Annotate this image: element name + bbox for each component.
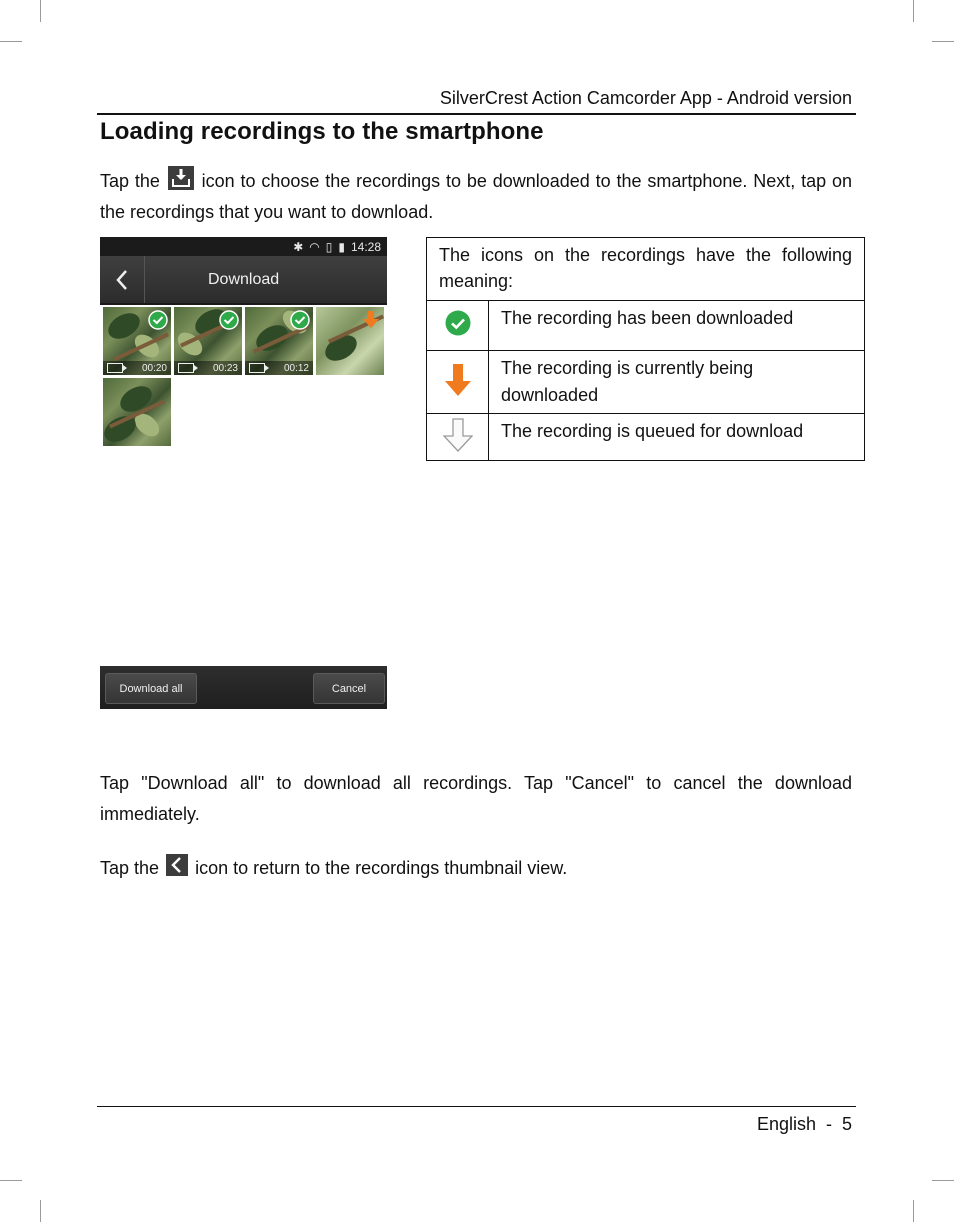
orange-down-arrow-icon (444, 363, 472, 397)
crop-mark (932, 1180, 954, 1181)
return-text-after: icon to return to the recordings thumbnail view. (195, 858, 568, 878)
icon-legend-table (426, 237, 865, 461)
recording-thumbnail[interactable] (103, 378, 171, 446)
download-all-paragraph: Tap "Download all" to download all recordings. Tap "Cancel" to cancel the download immediately. (100, 773, 852, 824)
section-title: Loading recordings to the smartphone (100, 118, 544, 145)
check-circle-icon (290, 310, 310, 330)
crop-mark (40, 0, 41, 22)
status-time: 14:28 (350, 239, 381, 254)
legend-description: The recording is queued for download (489, 414, 865, 461)
check-circle-icon (444, 309, 472, 337)
status-bar (100, 237, 387, 256)
video-camera-icon (249, 363, 265, 373)
legend-intro: The icons on the recordings have the following meaning: (427, 238, 865, 301)
crop-mark (913, 0, 914, 22)
recording-thumbnail[interactable] (316, 307, 384, 375)
crop-mark (40, 1200, 41, 1222)
crop-mark (0, 1180, 22, 1181)
cancel-button[interactable]: Cancel (313, 673, 385, 704)
orange-down-arrow-icon (361, 310, 381, 330)
intro-text-after: icon to choose the recordings to be downloaded to the smartphone. Next, tap on the recordings that you want to download. (100, 171, 852, 222)
check-circle-icon (148, 310, 168, 330)
legend-row (427, 301, 865, 351)
back-chevron-icon (115, 269, 129, 291)
running-header: SilverCrest Action Camcorder App - Android version (439, 88, 852, 108)
battery-icon: ▮ (338, 239, 345, 254)
video-camera-icon (178, 363, 194, 373)
phone-screenshot (100, 237, 387, 451)
recording-thumbnail[interactable] (103, 307, 171, 375)
download-all-button[interactable]: Download all (105, 673, 197, 704)
legend-description: The recording has been downloaded (489, 301, 865, 351)
download-tray-icon (168, 166, 194, 190)
recording-thumbnail[interactable] (174, 307, 242, 375)
back-button[interactable] (100, 256, 145, 303)
crop-mark (932, 41, 954, 42)
legend-row (427, 414, 865, 461)
check-circle-icon (219, 310, 239, 330)
download-action-bar (100, 666, 387, 709)
crop-mark (0, 41, 22, 42)
outline-down-arrow-icon (443, 418, 473, 452)
thumbnail-duration: 00:20 (141, 362, 167, 374)
return-text-before: Tap the (100, 858, 160, 878)
header-rule (97, 113, 856, 115)
thumbnail-duration: 00:23 (212, 362, 238, 374)
footer-rule (97, 1106, 856, 1107)
crop-mark (913, 1200, 914, 1222)
intro-paragraph (100, 166, 852, 228)
action-bar (100, 256, 387, 305)
wifi-icon: ◠ (309, 239, 320, 254)
back-chevron-icon (166, 854, 188, 876)
sim-icon: ▯ (325, 239, 333, 254)
video-camera-icon (107, 363, 123, 373)
legend-description: The recording is currently being downloaded (489, 351, 865, 414)
action-title: Download (208, 270, 280, 288)
bluetooth-icon: ✱ (293, 239, 304, 254)
thumbnail-duration: 00:12 (283, 362, 309, 374)
intro-text-before: Tap the (100, 171, 160, 191)
recording-thumbnail[interactable] (245, 307, 313, 375)
legend-row (427, 351, 865, 414)
page-footer: English - 5 (756, 1114, 852, 1134)
return-paragraph (100, 853, 852, 884)
